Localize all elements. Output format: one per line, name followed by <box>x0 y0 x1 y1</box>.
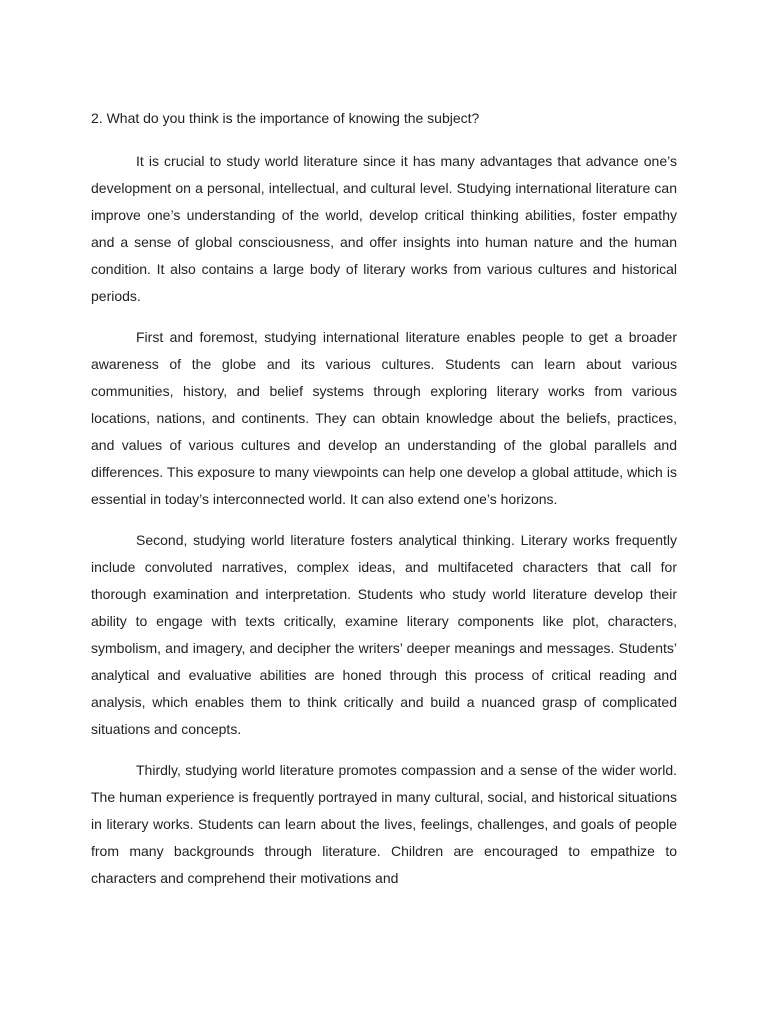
paragraph-intro: It is crucial to study world literature since it has many advantages that advance one’s development on a personal, intellectual, and cultural level. Studying international literature can improve one’s understanding of the world, develop critical thinking abilities, foster empathy and a sense of global consciousness, and offer insights into human nature and the human condition. It also contains a large body of literary works from various cultures and historical periods. <box>91 153 677 304</box>
paragraph-first-point: First and foremost, studying international literature enables people to get a broader awareness of the globe and its various cultures. Students can learn about various communities, history, and belief systems through exploring literary works from various locations, nations, and continents. They can obtain knowledge about the beliefs, practices, and values of various cultures and develop an understanding of the global parallels and differences. This exposure to many viewpoints can help one develop a global attitude, which is essential in today’s interconnected world. It can also extend one’s horizons. <box>91 329 677 507</box>
paragraph-second-point: Second, studying world literature fosters analytical thinking. Literary works frequently include convoluted narratives, complex ideas, and multifaceted characters that call for thorough examination and interpretation. Students who study world literature develop their ability to engage with texts critically, examine literary components like plot, characters, symbolism, and imagery, and decipher the writers’ deeper meanings and messages. Students’ analytical and evaluative abilities are honed through this process of critical reading and analysis, which enables them to think critically and build a nuanced grasp of complicated situations and concepts. <box>91 532 677 737</box>
paragraph-third-point: Thirdly, studying world literature promotes compassion and a sense of the wider world. The human experience is frequently portrayed in many cultural, social, and historical situations in literary works. Students can learn about the lives, feelings, challenges, and goals of people from many backgrounds through literature. Children are encouraged to empathize to characters and comprehend their motivations and <box>91 762 677 886</box>
question-heading: 2. What do you think is the importance of knowing the subject? <box>91 110 480 126</box>
document-page <box>91 108 677 892</box>
